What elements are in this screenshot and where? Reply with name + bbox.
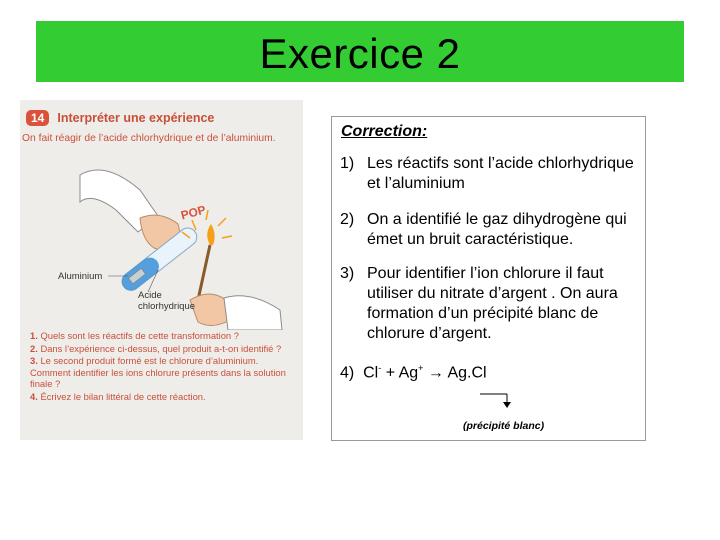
chloride-charge: - xyxy=(378,363,382,373)
answer-text: Les réactifs sont l’acide chlorhydrique et l’aluminium xyxy=(367,155,634,192)
exercise-image xyxy=(20,100,303,440)
precipitate-note: (précipité blanc) xyxy=(463,420,545,432)
label-acide-line2: chlorhydrique xyxy=(138,301,196,312)
flame-icon xyxy=(207,224,214,245)
matchstick xyxy=(198,245,210,300)
answer-item xyxy=(340,154,640,194)
answer-text: Pour identifier l’ion chlorure il faut utiliser du nitrate d’argent . On aura formation d’un précipité blanc de chlorure d’argent. xyxy=(367,265,618,342)
exercise-heading-text: Interpréter une expérience xyxy=(57,111,215,125)
silver-charge: + xyxy=(418,363,424,373)
title-bar xyxy=(36,21,684,82)
precipitate-arrow-icon xyxy=(478,390,518,410)
exercise-heading xyxy=(26,110,214,126)
question-item: 1. Quels sont les réactifs de cette transformation ? xyxy=(30,330,239,341)
question-item: 3. Le second produit formé est le chlorure d’aluminium. Comment identifier les ions chlorure présents dans la solution finale ? xyxy=(30,355,286,389)
label-acide xyxy=(138,290,195,312)
exercise-number: 14 xyxy=(26,110,49,126)
exercise-intro: On fait réagir de l’acide chlorhydrique et de l’aluminium. xyxy=(22,133,276,144)
equation-number: 4) xyxy=(340,364,355,382)
answer-item xyxy=(340,264,640,344)
correction-title: Correction: xyxy=(341,123,428,140)
right-sleeve xyxy=(224,296,282,330)
label-acide-line1: Acide xyxy=(138,290,162,301)
product: Ag.Cl xyxy=(447,364,487,382)
answer-text: On a identifié le gaz dihydrogène qui émet un bruit caractéristique. xyxy=(367,211,627,248)
question-item: 4. Écrivez le bilan littéral de cette réaction. xyxy=(30,390,206,402)
reaction-equation xyxy=(340,363,487,382)
correction-box xyxy=(331,116,646,441)
answer-number: 1) xyxy=(340,155,355,172)
plus-sign: + xyxy=(385,364,396,382)
label-aluminium: Aluminium xyxy=(58,271,103,282)
slide-title: Exercice 2 xyxy=(259,30,461,77)
question-item: 2. Dans l’expérience ci-dessus, quel produit a-t-on identifié ? xyxy=(30,342,282,354)
answer-number: 3) xyxy=(340,265,355,282)
reaction-arrow: → xyxy=(427,364,444,382)
question-list xyxy=(30,330,300,403)
answer-number: 2) xyxy=(340,211,355,228)
silver-ion: Ag xyxy=(398,364,419,382)
answer-item xyxy=(340,210,640,250)
pop-label: POP xyxy=(179,202,208,223)
chloride-ion: Cl xyxy=(363,364,379,382)
